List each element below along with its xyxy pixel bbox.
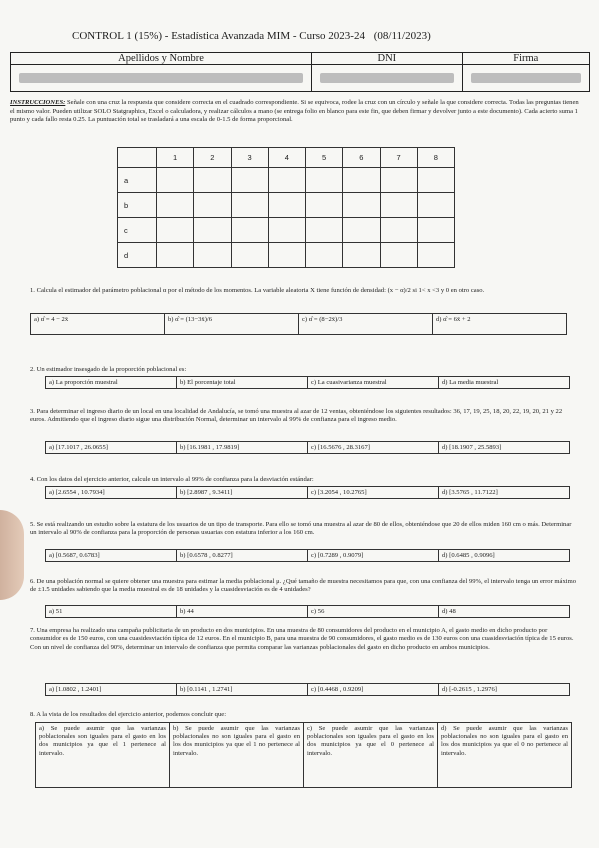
answer-cell[interactable]	[194, 168, 231, 193]
question-8-options	[35, 722, 575, 788]
grid-col-header: 3	[231, 148, 268, 168]
answer-cell[interactable]	[231, 243, 268, 268]
question-2-options	[45, 376, 573, 389]
grid-row-label: d	[118, 243, 157, 268]
exam-date: (08/11/2023)	[373, 30, 431, 42]
answer-cell[interactable]	[306, 193, 343, 218]
q2-option-b[interactable]: b) El porcentaje total	[176, 376, 308, 389]
question-3-options	[45, 441, 573, 454]
q8-option-c[interactable]: c) Se puede asumir que las varianzas poblacionales son iguales para el gasto en los dos municipios ya que el 0 pertenece al intervalo.	[303, 722, 438, 788]
answer-cell[interactable]	[417, 193, 454, 218]
question-1-options	[30, 313, 570, 335]
q2-option-a[interactable]: a) La proporción muestral	[45, 376, 177, 389]
q6-option-a[interactable]: a) 51	[45, 605, 177, 618]
instructions-label: INSTRUCCIONES:	[10, 99, 66, 106]
q4-option-b[interactable]: b) [2.8987 , 9.3411]	[176, 486, 308, 499]
q5-option-a[interactable]: a) [0.5687, 0.6783]	[45, 549, 177, 562]
answer-cell[interactable]	[157, 193, 194, 218]
student-info-table	[10, 52, 590, 92]
grid-row-label: a	[118, 168, 157, 193]
q8-option-b[interactable]: b) Se puede asumir que las varianzas poblacionales no son iguales para el gasto en los dos municipios ya que el 1 no pertenece al intervalo.	[169, 722, 304, 788]
q3-option-a[interactable]: a) [17.1017 , 26.0655]	[45, 441, 177, 454]
dni-column-header: DNI	[312, 53, 463, 65]
q6-option-b[interactable]: b) 44	[176, 605, 308, 618]
answer-cell[interactable]	[306, 168, 343, 193]
name-field[interactable]	[11, 65, 312, 92]
answer-cell[interactable]	[417, 168, 454, 193]
question-5-text: 5. Se está realizando un estudio sobre la estatura de los usuarios de un tipo de transporte. Para ello se tomó una muestra al azar de 80 de ellos, obteniéndose que 20 de ellos miden 160 cm o más. Determinar un intervalo al 90% de confianza para la proporción de personas usuarias con estatura inferior a los 160 cm.	[30, 521, 572, 537]
question-4-options	[45, 486, 573, 499]
q4-option-a[interactable]: a) [2.6554 , 10.7934]	[45, 486, 177, 499]
q1-option-a[interactable]: a) α̂ = 4 − 2x̄	[30, 313, 165, 335]
instructions	[10, 99, 584, 125]
question-4-text: 4. Con los datos del ejercicio anterior, calcule un intervalo al 99% de confianza para la desviación estándar:	[30, 476, 314, 483]
q4-option-d[interactable]: d) [3.5765 , 11.7122]	[438, 486, 570, 499]
question-6-options	[45, 605, 573, 618]
answer-cell[interactable]	[157, 168, 194, 193]
q7-option-b[interactable]: b) [0.1141 , 1.2741]	[176, 683, 308, 696]
grid-col-header: 1	[157, 148, 194, 168]
grid-col-header: 5	[306, 148, 343, 168]
q7-option-d[interactable]: d) [-0.2615 , 1.2976]	[438, 683, 570, 696]
answer-cell[interactable]	[157, 218, 194, 243]
answer-cell[interactable]	[380, 193, 417, 218]
answer-cell[interactable]	[380, 168, 417, 193]
finger-holding-paper	[0, 510, 24, 600]
grid-col-header: 2	[194, 148, 231, 168]
answer-cell[interactable]	[343, 218, 380, 243]
answer-cell[interactable]	[380, 218, 417, 243]
question-8-text: 8. A la vista de los resultados del ejercicio anterior, podemos concluir que:	[30, 711, 227, 718]
grid-row-label: b	[118, 193, 157, 218]
q2-option-d[interactable]: d) La media muestral	[438, 376, 570, 389]
firma-column-header: Firma	[462, 53, 589, 65]
answer-cell[interactable]	[194, 193, 231, 218]
q6-option-d[interactable]: d) 48	[438, 605, 570, 618]
q8-option-d[interactable]: d) Se puede asumir que las varianzas poblacionales no son iguales para el gasto en los dos municipios ya que el 0 no pertenece al intervalo.	[437, 722, 572, 788]
q1-option-d[interactable]: d) α̂ = 6x̄ + 2	[432, 313, 567, 335]
redacted-signature	[471, 73, 581, 83]
name-column-header: Apellidos y Nombre	[11, 53, 312, 65]
answer-cell[interactable]	[417, 243, 454, 268]
grid-col-header: 8	[417, 148, 454, 168]
answer-cell[interactable]	[343, 193, 380, 218]
instructions-text: Señale con una cruz la respuesta que considere correcta en el cuadrado correspondiente. Si se equivoca, rodee la cruz con un círculo y señale la que considere correcta. Todas las preguntas tienen el mismo valor. Pueden utilizar SOLO Statgraphics, Excel o calculadora, y realizar cálculos a mano (se entrega folio en blanco para este fin, que deben firmar y devolver junto a este documento). Cada acierto suma 1 punto y cada fallo resta 0.25. La puntuación total se trasladará a una escala de 0-1.5 de forma proporcional.	[10, 99, 579, 124]
q3-option-d[interactable]: d) [18.1907 , 25.5893]	[438, 441, 570, 454]
grid-row-label: c	[118, 218, 157, 243]
answer-cell[interactable]	[231, 193, 268, 218]
grid-col-header: 7	[380, 148, 417, 168]
q3-option-b[interactable]: b) [16.1981 , 17.9819]	[176, 441, 308, 454]
answer-cell[interactable]	[417, 218, 454, 243]
dni-field[interactable]	[312, 65, 463, 92]
q5-option-c[interactable]: c) [0.7289 , 0.9079]	[307, 549, 439, 562]
q1-option-c[interactable]: c) α̂ = (8−2x̄)/3	[298, 313, 433, 335]
question-1-text: 1. Calcula el estimador del parámetro poblacional α por el método de los momentos. La variable aleatoria X tiene función de densidad: (x − α)/2 si 1< x <3 y 0 en otro caso.	[30, 287, 485, 294]
question-5-options	[45, 549, 573, 562]
answer-cell[interactable]	[231, 218, 268, 243]
answer-cell[interactable]	[194, 218, 231, 243]
question-3-text: 3. Para determinar el ingreso diario de un local en una localidad de Andalucía, se tomó una muestra al azar de 12 ventas, obteniéndose los siguientes resultados: 36, 17, 19, 25, 18, 20, 22, 19, 20, 21 y 22 euros. Admitiendo que el ingreso diario sigue una distribución Normal, determinar un intervalo al 99% de confianza para el ingreso medio.	[30, 408, 563, 424]
question-6-text: 6. De una población normal se quiere obtener una muestra para estimar la media poblacional μ. ¿Qué tamaño de muestra necesitamos para que, con una confianza del 99%, el intervalo tenga un error máximo de ±1.5 unidades sabiendo que la media muestral es de 18 unidades y la cuasidesviación es de 4 unidades?	[30, 578, 577, 594]
answer-cell[interactable]	[268, 243, 305, 268]
q2-option-c[interactable]: c) La cuasivarianza muestral	[307, 376, 439, 389]
answer-cell[interactable]	[268, 218, 305, 243]
answer-cell[interactable]	[268, 168, 305, 193]
answer-cell[interactable]	[231, 168, 268, 193]
q7-option-c[interactable]: c) [0.4468 , 0.9209]	[307, 683, 439, 696]
redacted-dni	[320, 73, 454, 83]
grid-col-header: 6	[343, 148, 380, 168]
answer-cell[interactable]	[343, 168, 380, 193]
answer-cell[interactable]	[343, 243, 380, 268]
answer-cell[interactable]	[194, 243, 231, 268]
signature-field[interactable]	[462, 65, 589, 92]
q4-option-c[interactable]: c) [3.2054 , 10.2765]	[307, 486, 439, 499]
grid-col-header: 4	[268, 148, 305, 168]
answer-grid	[117, 147, 455, 268]
question-7-text: 7. Una empresa ha realizado una campaña publicitaria de un producto en dos municipios. En una muestra de 80 consumidores del producto en el municipio A, el gasto medio en dicho producto por consumidor es de 150 euros, con una cuasidesviación típica de 12 euros. En el municipio B, para una muestra de 90 consumidores, el gasto medio es de 130 euros con una cuasidesviación típica de 15 euros. Con un nivel de confianza del 90%, determinar un intervalo de confianza que permita comparar las varianzas poblacionales del gasto en dicho producto en ambos municipios.	[30, 627, 574, 651]
question-7-options	[45, 683, 573, 696]
grid-corner	[118, 148, 157, 168]
q5-option-b[interactable]: b) [0.6578 , 0.8277]	[176, 549, 308, 562]
q1-option-b[interactable]: b) α̂ = (13−3x̄)/6	[164, 313, 299, 335]
exam-title-text: CONTROL 1 (15%) - Estadística Avanzada MIM - Curso 2023-24	[72, 30, 365, 42]
exam-title	[72, 30, 431, 42]
answer-cell[interactable]	[380, 243, 417, 268]
answer-cell[interactable]	[306, 243, 343, 268]
answer-cell[interactable]	[268, 193, 305, 218]
q5-option-d[interactable]: d) [0.6485 , 0.9096]	[438, 549, 570, 562]
q3-option-c[interactable]: c) [16.5676 , 28.3167]	[307, 441, 439, 454]
answer-cell[interactable]	[306, 218, 343, 243]
redacted-name	[19, 73, 303, 83]
answer-cell[interactable]	[157, 243, 194, 268]
q8-option-a[interactable]: a) Se puede asumir que las varianzas poblacionales son iguales para el gasto en los dos municipios ya que el 1 pertenece al intervalo.	[35, 722, 170, 788]
q6-option-c[interactable]: c) 56	[307, 605, 439, 618]
q7-option-a[interactable]: a) [1.0802 , 1.2401]	[45, 683, 177, 696]
question-2-text: 2. Un estimador insesgado de la proporción poblacional es:	[30, 366, 187, 373]
